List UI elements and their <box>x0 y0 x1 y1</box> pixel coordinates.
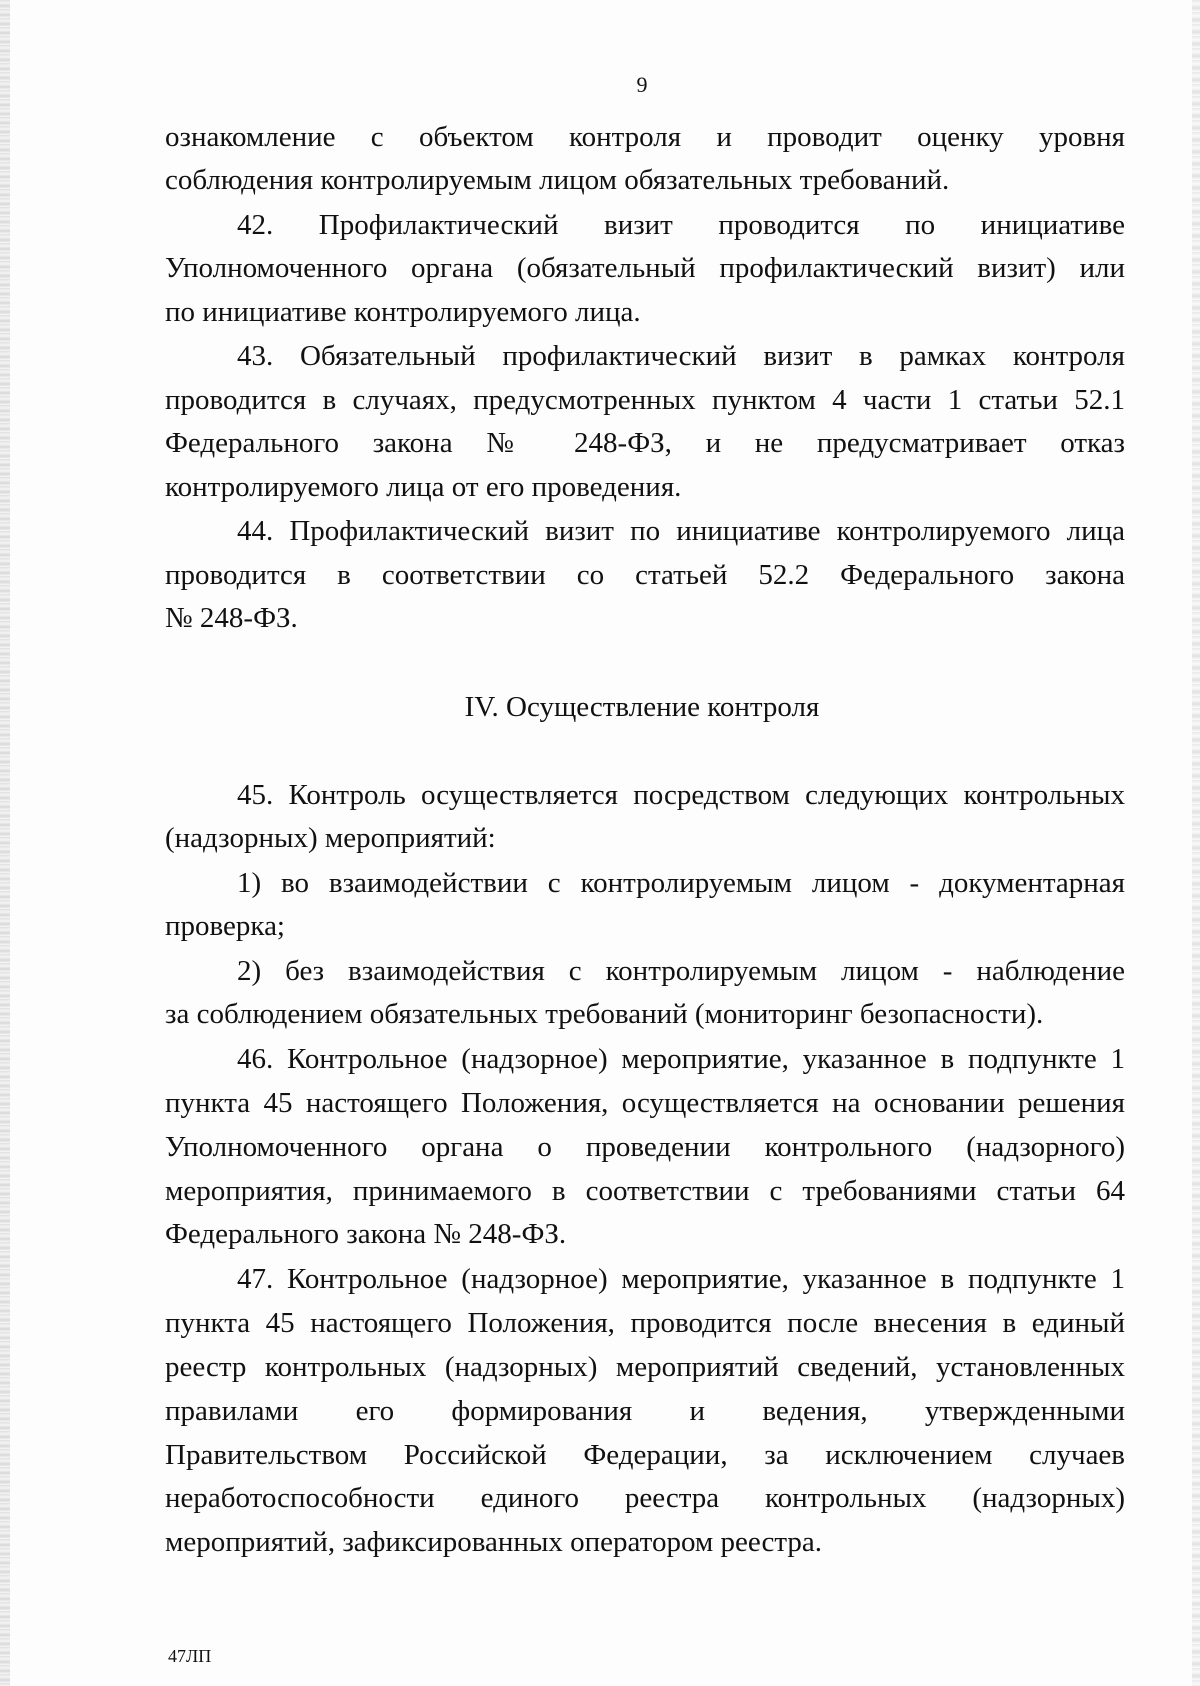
page-number: 9 <box>636 72 648 97</box>
text-line: контролируемого лица от его проведения. <box>165 471 682 503</box>
text-line: ознакомление с объектом контроля и проводит оценку уровня <box>165 121 1125 153</box>
text-line: 47. Контрольное (надзорное) мероприятие, указанное в подпункте 1 <box>237 1263 1125 1295</box>
document-code: 47ЛП <box>168 1646 212 1666</box>
text-line: мероприятия, принимаемого в соответствии с требованиями статьи 64 <box>165 1175 1125 1207</box>
text-line: 1) во взаимодействии с контролируемым лицом - документарная <box>237 867 1125 899</box>
scan-edge-left <box>0 0 10 1686</box>
text-line: пункта 45 настоящего Положения, проводится после внесения в единый <box>165 1307 1125 1339</box>
text-line: 42. Профилактический визит проводится по инициативе <box>237 209 1125 241</box>
text-line: пункта 45 настоящего Положения, осуществляется на основании решения <box>165 1087 1125 1119</box>
text-line: проводится в случаях, предусмотренных пунктом 4 части 1 статьи 52.1 <box>165 384 1125 416</box>
text-line: правилами его формирования и ведения, утвержденными <box>165 1395 1125 1427</box>
text-line: мероприятий, зафиксированных оператором реестра. <box>165 1526 823 1558</box>
section-heading: IV. Осуществление контроля <box>464 691 820 723</box>
text-line: (надзорных) мероприятий: <box>165 822 496 854</box>
text-line: Уполномоченного органа (обязательный профилактический визит) или <box>165 252 1125 284</box>
text-line: за соблюдением обязательных требований (мониторинг безопасности). <box>165 998 1044 1030</box>
text-line: по инициативе контролируемого лица. <box>165 296 641 328</box>
text-line: Правительством Российской Федерации, за исключением случаев <box>165 1439 1125 1471</box>
text-line: 44. Профилактический визит по инициативе контролируемого лица <box>237 515 1125 547</box>
text-line: реестр контрольных (надзорных) мероприятий сведений, установленных <box>165 1351 1125 1383</box>
text-line: 46. Контрольное (надзорное) мероприятие, указанное в подпункте 1 <box>237 1043 1125 1075</box>
text-line: № 248-ФЗ. <box>165 602 298 634</box>
text-line: 2) без взаимодействия с контролируемым лицом - наблюдение <box>237 955 1125 987</box>
text-line: Федерального закона № 248-ФЗ. <box>165 1218 567 1250</box>
scan-edge-right <box>1192 0 1200 1686</box>
text-line: проводится в соответствии со статьей 52.2 Федерального закона <box>165 559 1125 591</box>
text-line: неработоспособности единого реестра контрольных (надзорных) <box>165 1482 1125 1514</box>
text-line: соблюдения контролируемым лицом обязательных требований. <box>165 164 950 196</box>
text-line: Федерального закона № 248-ФЗ, и не предусматривает отказ <box>165 427 1125 459</box>
text-line: 45. Контроль осуществляется посредством следующих контрольных <box>237 779 1125 811</box>
text-line: 43. Обязательный профилактический визит в рамках контроля <box>237 340 1125 372</box>
text-line: проверка; <box>165 910 285 942</box>
text-line: Уполномоченного органа о проведении контрольного (надзорного) <box>165 1131 1125 1163</box>
